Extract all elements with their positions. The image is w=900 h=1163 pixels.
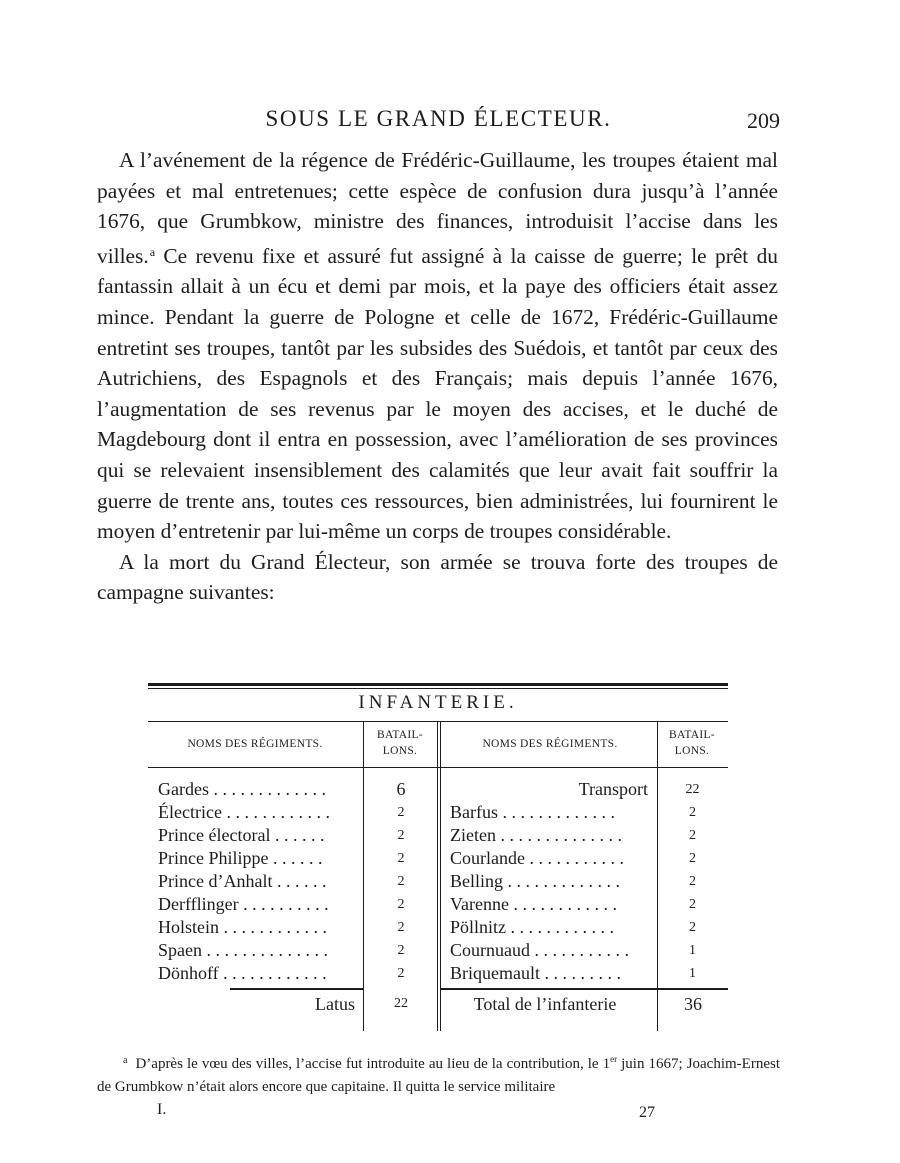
header-rule	[148, 767, 728, 768]
table-top-rule-thick	[148, 683, 728, 686]
bataillon-count: 2	[397, 874, 405, 889]
table-row	[158, 962, 438, 985]
regiment-name: Pöllnitz . . . . . . . . . . . .	[450, 917, 615, 937]
table-row	[450, 870, 728, 893]
regiment-name: Spaen . . . . . . . . . . . . . .	[158, 940, 328, 960]
regiment-name: Briquemault . . . . . . . . .	[450, 963, 621, 983]
column-header-names-right: NOMS DES RÉGIMENTS.	[482, 738, 618, 750]
infantry-table	[148, 683, 728, 1033]
bataillon-count: 2	[689, 851, 696, 866]
bataillon-count: 1	[689, 943, 696, 958]
divider-center-b	[440, 722, 441, 1031]
footnote-text-a: D’après le vœu des villes, l’accise fut introduite au lieu de la contribution, le 1	[135, 1056, 611, 1072]
latus-rule	[230, 988, 364, 990]
table-row	[450, 939, 728, 962]
bataillon-count: 2	[397, 897, 405, 912]
running-head	[97, 104, 780, 138]
bataillon-count: 22	[685, 782, 700, 797]
table-row	[158, 847, 438, 870]
table-row	[158, 778, 438, 801]
footnote-paragraph	[97, 1048, 780, 1099]
footnote-text-b: juin 1667; Joachim-Ernest de Grumbkow n’était alors encore que capitaine. Il quitta le service militaire	[97, 1056, 780, 1095]
bataillon-count: 2	[689, 897, 696, 912]
bataillon-count: 2	[689, 920, 696, 935]
regiment-name: Zieten . . . . . . . . . . . . . .	[450, 825, 622, 845]
table-row	[450, 824, 728, 847]
bataillon-count: 6	[396, 779, 406, 799]
table-row	[158, 824, 438, 847]
table-row	[450, 962, 728, 985]
table-row	[450, 916, 728, 939]
bataillon-count: 2	[397, 943, 405, 958]
footnote-superscript: er	[610, 1054, 618, 1064]
page-number: 209	[747, 108, 780, 133]
regiment-name: Prince Philippe . . . . . .	[158, 848, 323, 868]
regiment-name: Derfflinger . . . . . . . . . .	[158, 894, 329, 914]
table-top-rule-thin	[148, 688, 728, 689]
bataillons-right-line-1: BATAIL-	[669, 729, 715, 741]
table-row	[450, 893, 728, 916]
regiment-name: Prince d’Anhalt . . . . . .	[158, 871, 327, 891]
body-text	[97, 145, 778, 608]
bataillons-left-line-1: BATAIL-	[377, 729, 423, 741]
total-label: Total de l’infanterie	[473, 994, 617, 1014]
table-row	[158, 870, 438, 893]
bataillons-right-line-2: LONS.	[674, 745, 710, 757]
table-title: INFANTERIE.	[358, 692, 518, 713]
paragraph-1-text-a: A l’avénement de la régence de Frédéric-Guillaume, les troupes étaient mal payées et mal entretenues; cette espèce de confusion dura jusqu’à l’année 1676, que Grumbkow, ministre des finances, introduisit l’accise dans les villes.	[97, 148, 778, 268]
regiment-name: Courlande . . . . . . . . . . .	[450, 848, 624, 868]
bataillon-count: 2	[689, 874, 696, 889]
regiment-name: Varenne . . . . . . . . . . . .	[450, 894, 617, 914]
column-header-bataillons-right	[656, 727, 728, 759]
regiment-name: Gardes . . . . . . . . . . . . .	[158, 779, 326, 799]
table-row	[158, 801, 438, 824]
column-header-names-left: NOMS DES RÉGIMENTS.	[187, 738, 323, 750]
total-value: 36	[684, 994, 702, 1014]
table-row	[450, 801, 728, 824]
paragraph-1	[97, 145, 778, 547]
regiment-name: Cournuaud . . . . . . . . . . .	[450, 940, 629, 960]
title-rule	[148, 721, 728, 722]
footnote-mark: a	[123, 1055, 128, 1066]
table-row	[450, 778, 728, 801]
bataillon-count: 2	[397, 828, 405, 843]
column-header-bataillons-left	[364, 727, 436, 759]
bataillon-count: 2	[397, 966, 405, 981]
table-row	[450, 847, 728, 870]
running-title: SOUS LE GRAND ÉLECTEUR.	[265, 106, 612, 131]
table-row	[158, 939, 438, 962]
latus-value: 22	[394, 996, 408, 1011]
table-row	[158, 893, 438, 916]
paragraph-1-text-b: Ce revenu fixe et assuré fut assigné à la caisse de guerre; le prêt du fantassin allait à un écu et demi par mois, et la paye des officiers était assez mince. Pendant la guerre de Pologne et celle de 1672, Frédéric-Guillaume entretint ses troupes, tantôt par les subsides des Suédois, et tantôt par ceux des Autrichiens, des Espagnols et des Français; mais depuis l’année 1676, l’augmentation de ses revenus par le moyen des accises, et le duché de Magdebourg dont il entra en possession, avec l’amélioration de ses provinces qui se relevaient insensiblement des calamités que leur avait fait souffrir la guerre de trente ans, toutes ces ressources, bien administrées, lui fournirent le moyen d’entretenir par lui-même un corps de troupes considérable.	[97, 243, 778, 544]
regiment-name: Barfus . . . . . . . . . . . . .	[450, 802, 615, 822]
signature-volume: I.	[157, 1101, 167, 1118]
regiment-name: Transport	[578, 779, 648, 799]
regiment-name: Holstein . . . . . . . . . . . .	[158, 917, 327, 937]
bataillon-count: 2	[397, 851, 405, 866]
bataillon-count: 2	[397, 805, 405, 820]
bataillons-left-line-2: LONS.	[382, 745, 418, 757]
bataillon-count: 2	[689, 805, 696, 820]
regiment-name: Dönhoff . . . . . . . . . . . .	[158, 963, 327, 983]
bataillon-count: 2	[397, 920, 405, 935]
latus-label: Latus	[315, 994, 355, 1014]
regiment-name: Électrice . . . . . . . . . . . .	[158, 802, 330, 822]
total-rule	[441, 988, 728, 990]
bataillon-count: 2	[689, 828, 696, 843]
bataillon-count: 1	[689, 966, 696, 981]
signature-sheet: 27	[639, 1104, 655, 1121]
paragraph-2: A la mort du Grand Électeur, son armée se trouva forte des troupes de campagne suivantes:	[97, 549, 778, 605]
footnote	[97, 1048, 780, 1099]
regiment-name: Belling . . . . . . . . . . . . .	[450, 871, 620, 891]
footnote-reference: a	[149, 244, 156, 259]
regiment-name: Prince électoral . . . . . .	[158, 825, 325, 845]
table-row	[158, 916, 438, 939]
